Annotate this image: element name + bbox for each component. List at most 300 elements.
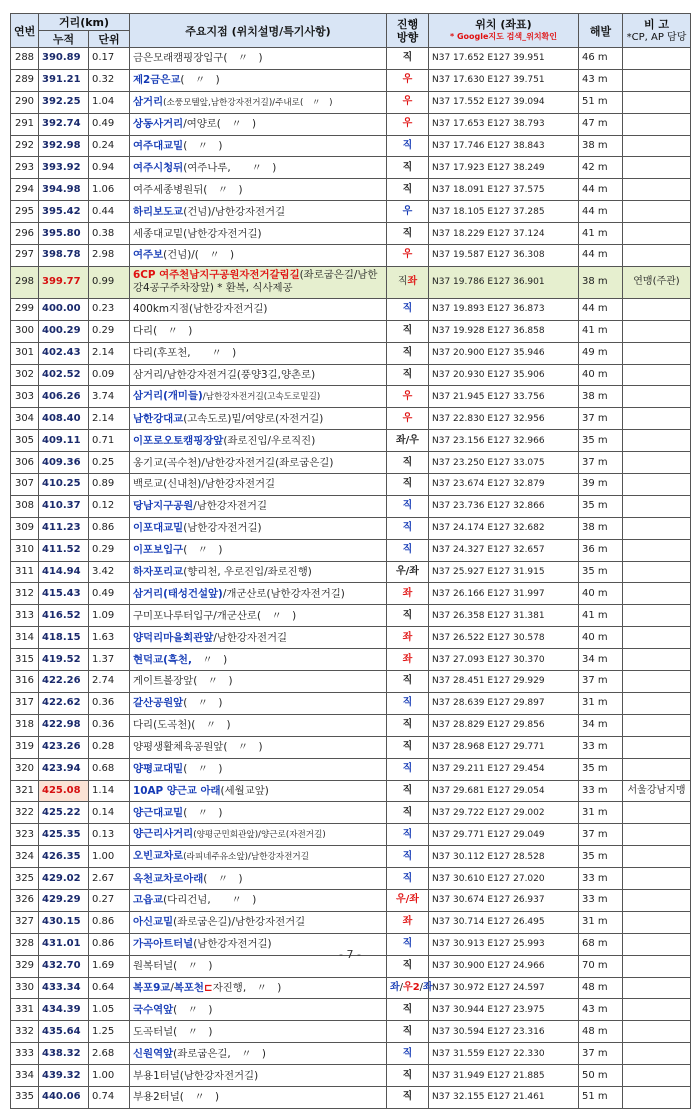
row-elevation: 37 m [579, 1043, 623, 1065]
row-elevation: 37 m [579, 408, 623, 430]
row-direction: 좌 [387, 649, 429, 671]
row-poi [130, 430, 387, 452]
row-remark [623, 758, 691, 780]
row-elevation: 49 m [579, 342, 623, 364]
row-poi [130, 583, 387, 605]
poi-main: 옹기교(곡수천)/남한강자전거길(좌로굽은길) [133, 456, 334, 469]
row-unit: 2.14 [89, 342, 130, 364]
row-coordinates: N37 22.830 E127 32.956 [429, 408, 579, 430]
row-unit: 3.42 [89, 561, 130, 583]
row-unit: 0.49 [89, 113, 130, 135]
row-direction: 직 [387, 223, 429, 245]
poi-main: 여주보 [133, 249, 164, 262]
row-remark [623, 802, 691, 824]
row-coordinates: N37 28.968 E127 29.771 [429, 736, 579, 758]
row-unit: 1.63 [89, 627, 130, 649]
row-direction: 직 [387, 758, 429, 780]
row-poi [130, 714, 387, 736]
poi-checkpoint: 6CP 여주천남지구공원자전거갈림길 [133, 269, 300, 282]
table-row [11, 889, 691, 911]
row-coordinates: N37 19.587 E127 36.308 [429, 245, 579, 267]
row-poi [130, 868, 387, 890]
table-row [11, 48, 691, 70]
row-elevation: 40 m [579, 627, 623, 649]
row-remark [623, 430, 691, 452]
row-poi [130, 1021, 387, 1043]
row-coordinates: N37 30.972 E127 24.597 [429, 977, 579, 999]
row-coordinates: N37 17.630 E127 39.751 [429, 69, 579, 91]
row-unit: 1.00 [89, 1065, 130, 1087]
poi-main: 이포로오토캠핑장앞 [133, 434, 224, 447]
poi-detail: (양평군민회관앞)/양근로(자전거길) [193, 830, 326, 841]
header-location-note: * Google지도 검색_위치확인 [449, 31, 558, 41]
poi-sub: (태성건설앞) [163, 587, 223, 600]
row-poi [130, 342, 387, 364]
row-remark [623, 868, 691, 890]
row-elevation: 47 m [579, 113, 623, 135]
table-row [11, 179, 691, 201]
row-poi [130, 320, 387, 342]
poi-main: 부용2터널( 〃 ) [133, 1091, 220, 1104]
poi-detail: ( 〃 ) [183, 697, 223, 710]
row-coordinates: N37 30.944 E127 23.975 [429, 999, 579, 1021]
row-direction: 직 [387, 933, 429, 955]
row-coordinates: N37 30.610 E127 27.020 [429, 868, 579, 890]
row-no: 335 [11, 1086, 39, 1108]
header-distance: 거리(km) [39, 14, 130, 31]
row-elevation: 31 m [579, 911, 623, 933]
dir-straight: 직 [397, 276, 408, 288]
route-table [10, 13, 691, 1109]
row-direction: 직 [387, 517, 429, 539]
table-row [11, 539, 691, 561]
table-row [11, 868, 691, 890]
row-no: 320 [11, 758, 39, 780]
row-cumulative: 391.21 [39, 69, 89, 91]
dir-sep: / [399, 981, 404, 993]
row-unit: 0.49 [89, 583, 130, 605]
table-row [11, 736, 691, 758]
row-unit: 0.86 [89, 517, 130, 539]
row-remark [623, 846, 691, 868]
row-poi [130, 539, 387, 561]
table-row [11, 802, 691, 824]
row-elevation: 48 m [579, 1021, 623, 1043]
row-unit: 0.89 [89, 474, 130, 496]
row-cumulative: 434.39 [39, 999, 89, 1021]
row-elevation: 38 m [579, 386, 623, 408]
row-remark [623, 69, 691, 91]
row-poi [130, 91, 387, 113]
row-direction: 직 [387, 736, 429, 758]
row-unit: 0.68 [89, 758, 130, 780]
row-remark [623, 1065, 691, 1087]
row-direction: 우 [387, 201, 429, 223]
row-cumulative: 440.06 [39, 1086, 89, 1108]
row-direction: 우 [387, 91, 429, 113]
row-coordinates: N37 23.736 E127 32.866 [429, 495, 579, 517]
row-cumulative: 432.70 [39, 955, 89, 977]
row-coordinates: N37 20.900 E127 35.946 [429, 342, 579, 364]
poi-detail: /남한강자전거길 [193, 500, 267, 513]
poi-main: 하리보도교 [133, 205, 184, 218]
row-no: 300 [11, 320, 39, 342]
row-no: 296 [11, 223, 39, 245]
row-cumulative: 423.94 [39, 758, 89, 780]
row-poi [130, 999, 387, 1021]
row-coordinates: N37 23.250 E127 33.075 [429, 452, 579, 474]
table-row [11, 298, 691, 320]
row-poi [130, 157, 387, 179]
row-poi [130, 692, 387, 714]
row-coordinates: N37 30.714 E127 26.495 [429, 911, 579, 933]
row-poi [130, 758, 387, 780]
row-no: 315 [11, 649, 39, 671]
row-poi [130, 824, 387, 846]
table-row [11, 692, 691, 714]
row-remark [623, 223, 691, 245]
table-row [11, 135, 691, 157]
row-coordinates: N37 32.155 E127 21.461 [429, 1086, 579, 1108]
table-row [11, 223, 691, 245]
poi-turn-mark: ⊏ [203, 981, 213, 994]
poi-main: 양근리사거리 [133, 828, 194, 841]
row-no: 303 [11, 386, 39, 408]
row-cumulative: 402.52 [39, 364, 89, 386]
row-remark [623, 495, 691, 517]
poi-main: 갈산공원앞 [133, 697, 184, 710]
row-unit: 0.09 [89, 364, 130, 386]
row-poi [130, 1043, 387, 1065]
row-elevation: 41 m [579, 320, 623, 342]
poi-main: 삼거리 [133, 587, 164, 600]
row-cumulative: 433.34 [39, 977, 89, 999]
row-unit: 1.14 [89, 780, 130, 802]
row-poi [130, 977, 387, 999]
poi-detail: ( 〃 ) [183, 544, 223, 557]
row-no: 310 [11, 539, 39, 561]
header-direction: 진행 방향 [387, 14, 429, 48]
row-direction: 직 [387, 824, 429, 846]
row-remark: 연맹(주관) [623, 266, 691, 298]
row-elevation: 70 m [579, 955, 623, 977]
row-elevation: 33 m [579, 889, 623, 911]
row-elevation: 44 m [579, 245, 623, 267]
row-poi [130, 802, 387, 824]
poi-main: 양덕리마을회관앞 [133, 631, 214, 644]
poi-detail: (세월교앞) [220, 784, 269, 797]
table-row [11, 342, 691, 364]
row-cumulative: 419.52 [39, 649, 89, 671]
row-no: 328 [11, 933, 39, 955]
row-cumulative: 409.36 [39, 452, 89, 474]
row-poi [130, 245, 387, 267]
row-cumulative: 390.89 [39, 48, 89, 70]
table-row [11, 999, 691, 1021]
row-no: 311 [11, 561, 39, 583]
row-coordinates: N37 28.451 E127 29.929 [429, 671, 579, 693]
row-poi [130, 113, 387, 135]
poi-detail: (향리천, 우로진입/좌로진행) [183, 566, 312, 579]
row-cumulative: 411.52 [39, 539, 89, 561]
table-row [11, 69, 691, 91]
row-elevation: 37 m [579, 452, 623, 474]
row-unit: 0.38 [89, 223, 130, 245]
row-elevation: 46 m [579, 48, 623, 70]
row-poi [130, 364, 387, 386]
row-remark [623, 1043, 691, 1065]
poi-main: 제2금은교 [133, 74, 181, 87]
poi-detail: (다리건넘, 〃 ) [163, 894, 257, 907]
row-elevation: 41 m [579, 223, 623, 245]
row-remark [623, 320, 691, 342]
row-direction: 직 [387, 298, 429, 320]
row-direction: 직 [387, 179, 429, 201]
row-cumulative: 400.29 [39, 320, 89, 342]
row-cumulative: 423.26 [39, 736, 89, 758]
row-cumulative: 438.32 [39, 1043, 89, 1065]
row-coordinates: N37 30.594 E127 23.316 [429, 1021, 579, 1043]
row-elevation: 34 m [579, 649, 623, 671]
table-row [11, 1065, 691, 1087]
row-elevation: 41 m [579, 605, 623, 627]
row-poi [130, 266, 387, 298]
row-elevation: 48 m [579, 977, 623, 999]
row-no: 313 [11, 605, 39, 627]
row-elevation: 51 m [579, 91, 623, 113]
row-coordinates: N37 17.552 E127 39.094 [429, 91, 579, 113]
row-coordinates: N37 29.211 E127 29.454 [429, 758, 579, 780]
poi-detail: (남한강자전거길) [193, 938, 272, 951]
row-coordinates: N37 24.174 E127 32.682 [429, 517, 579, 539]
row-coordinates: N37 19.928 E127 36.858 [429, 320, 579, 342]
row-direction: 우 [387, 408, 429, 430]
row-no: 329 [11, 955, 39, 977]
row-direction: 직 [387, 342, 429, 364]
row-unit: 0.36 [89, 692, 130, 714]
poi-detail: (좌로굽은길/남한강4공구주차장앞) * 환복, 식사제공 [133, 269, 378, 295]
header-remarks [623, 14, 691, 48]
poi-main: 삼거리 [133, 390, 164, 403]
poi-main: 양평교대밑 [133, 763, 184, 776]
row-no: 302 [11, 364, 39, 386]
row-cumulative: 394.98 [39, 179, 89, 201]
table-row [11, 1086, 691, 1108]
row-direction: 직 [387, 802, 429, 824]
row-no: 330 [11, 977, 39, 999]
poi-main: 원복터널( 〃 ) [133, 960, 213, 973]
row-direction: 직 [387, 364, 429, 386]
row-unit: 0.24 [89, 135, 130, 157]
row-remark [623, 113, 691, 135]
row-cumulative: 426.35 [39, 846, 89, 868]
row-unit: 0.36 [89, 714, 130, 736]
row-cumulative: 395.42 [39, 201, 89, 223]
row-direction: 우 [387, 386, 429, 408]
row-unit: 0.14 [89, 802, 130, 824]
row-coordinates: N37 30.900 E127 24.966 [429, 955, 579, 977]
poi-detail: /개군산로(남한강자전거길) [222, 587, 345, 600]
row-cumulative: 430.15 [39, 911, 89, 933]
row-remark [623, 48, 691, 70]
table-row [11, 408, 691, 430]
poi-sep: / [170, 981, 174, 994]
row-no: 334 [11, 1065, 39, 1087]
row-direction: 우 [387, 69, 429, 91]
row-direction: 직 [387, 474, 429, 496]
row-no: 307 [11, 474, 39, 496]
row-remark [623, 977, 691, 999]
row-remark [623, 1086, 691, 1108]
poi-main: 신원역앞 [133, 1047, 174, 1060]
row-unit: 0.94 [89, 157, 130, 179]
poi-detail: ( 〃 ) [203, 872, 243, 885]
row-direction: 직 [387, 868, 429, 890]
row-no: 333 [11, 1043, 39, 1065]
poi-main: 10AP 양근교 아래 [133, 784, 221, 797]
row-no: 316 [11, 671, 39, 693]
row-no: 293 [11, 157, 39, 179]
row-no: 298 [11, 266, 39, 298]
row-direction: 직 [387, 714, 429, 736]
row-unit: 0.25 [89, 452, 130, 474]
row-unit: 0.71 [89, 430, 130, 452]
row-cumulative: 422.98 [39, 714, 89, 736]
poi-main: 게이트볼장앞( 〃 ) [133, 675, 233, 688]
row-no: 323 [11, 824, 39, 846]
row-elevation: 40 m [579, 364, 623, 386]
row-poi [130, 627, 387, 649]
row-cumulative: 392.98 [39, 135, 89, 157]
row-no: 314 [11, 627, 39, 649]
table-row [11, 201, 691, 223]
row-remark [623, 517, 691, 539]
row-unit: 0.32 [89, 69, 130, 91]
row-poi [130, 605, 387, 627]
row-elevation: 35 m [579, 758, 623, 780]
poi-detail: /남한강자전거길 [213, 631, 288, 644]
row-direction: 직 [387, 48, 429, 70]
row-elevation: 38 m [579, 517, 623, 539]
poi-main: 오빈교차로 [133, 850, 184, 863]
row-remark [623, 157, 691, 179]
row-direction: 좌/우 [387, 430, 429, 452]
row-no: 309 [11, 517, 39, 539]
row-elevation: 43 m [579, 69, 623, 91]
poi-detail: (남한강자전거길) [183, 522, 262, 535]
row-direction: 우 [387, 113, 429, 135]
row-remark [623, 364, 691, 386]
row-remark [623, 649, 691, 671]
row-coordinates: N37 26.522 E127 30.578 [429, 627, 579, 649]
row-remark [623, 692, 691, 714]
row-elevation: 31 m [579, 802, 623, 824]
row-unit: 1.37 [89, 649, 130, 671]
row-coordinates: N37 25.927 E127 31.915 [429, 561, 579, 583]
row-cumulative: 402.43 [39, 342, 89, 364]
poi-detail: ( 〃 ) [183, 806, 223, 819]
poi-detail: (고속도로)밑/여양로(자전거길) [183, 412, 324, 425]
row-cumulative: 406.26 [39, 386, 89, 408]
row-direction: 직 [387, 846, 429, 868]
row-elevation: 35 m [579, 846, 623, 868]
poi-sub: (개미들) [163, 390, 203, 403]
row-elevation: 35 m [579, 495, 623, 517]
poi-main: 상동사거리 [133, 118, 184, 131]
row-remark [623, 201, 691, 223]
row-poi [130, 889, 387, 911]
row-poi [130, 1086, 387, 1108]
row-remark [623, 736, 691, 758]
poi-main: 구미포나루터입구/개군산로( 〃 ) [133, 609, 297, 622]
row-unit: 2.68 [89, 1043, 130, 1065]
row-no: 318 [11, 714, 39, 736]
row-coordinates: N37 29.771 E127 29.049 [429, 824, 579, 846]
row-unit: 0.27 [89, 889, 130, 911]
row-elevation: 36 m [579, 539, 623, 561]
row-remark [623, 999, 691, 1021]
row-poi [130, 736, 387, 758]
table-row [11, 517, 691, 539]
row-remark [623, 605, 691, 627]
row-remark [623, 889, 691, 911]
row-cumulative: 425.08 [39, 780, 89, 802]
dir-left: 좌 [423, 981, 433, 993]
row-coordinates: N37 18.105 E127 37.285 [429, 201, 579, 223]
row-direction: 직 [387, 1065, 429, 1087]
poi-main: 여주시청뒤 [133, 161, 184, 174]
row-direction: 직 [387, 1043, 429, 1065]
row-direction: 직 [387, 692, 429, 714]
table-row [11, 452, 691, 474]
row-cumulative: 410.37 [39, 495, 89, 517]
row-elevation: 37 m [579, 671, 623, 693]
row-direction [387, 977, 433, 999]
row-cumulative: 422.62 [39, 692, 89, 714]
row-unit: 2.14 [89, 408, 130, 430]
row-coordinates: N37 27.093 E127 30.370 [429, 649, 579, 671]
row-unit: 1.00 [89, 846, 130, 868]
page-number: - 7 - [339, 948, 361, 961]
header-elevation: 해발 [579, 14, 623, 48]
row-poi [130, 386, 387, 408]
table-row-highlight [11, 266, 691, 298]
poi-main: 가곡아트터널 [133, 938, 194, 951]
row-coordinates: N37 28.829 E127 29.856 [429, 714, 579, 736]
row-remark [623, 561, 691, 583]
row-coordinates: N37 31.559 E127 22.330 [429, 1043, 579, 1065]
row-remark [623, 1021, 691, 1043]
row-coordinates: N37 17.653 E127 38.793 [429, 113, 579, 135]
row-poi [130, 452, 387, 474]
row-coordinates: N37 29.722 E127 29.002 [429, 802, 579, 824]
table-row [11, 474, 691, 496]
row-unit: 0.29 [89, 539, 130, 561]
row-cumulative: 429.02 [39, 868, 89, 890]
row-direction: 직 [387, 157, 429, 179]
poi-main: 고읍교 [133, 894, 164, 907]
poi-main: 400km지점(남한강자전거길) [133, 303, 268, 316]
table-row [11, 364, 691, 386]
row-cumulative: 439.32 [39, 1065, 89, 1087]
poi-main: 양평생활체육공원앞( 〃 ) [133, 741, 263, 754]
row-direction: 직 [387, 999, 429, 1021]
row-cumulative: 398.78 [39, 245, 89, 267]
table-row [11, 561, 691, 583]
row-elevation: 33 m [579, 868, 623, 890]
dir-left: 좌 [390, 981, 400, 993]
table-row [11, 758, 691, 780]
